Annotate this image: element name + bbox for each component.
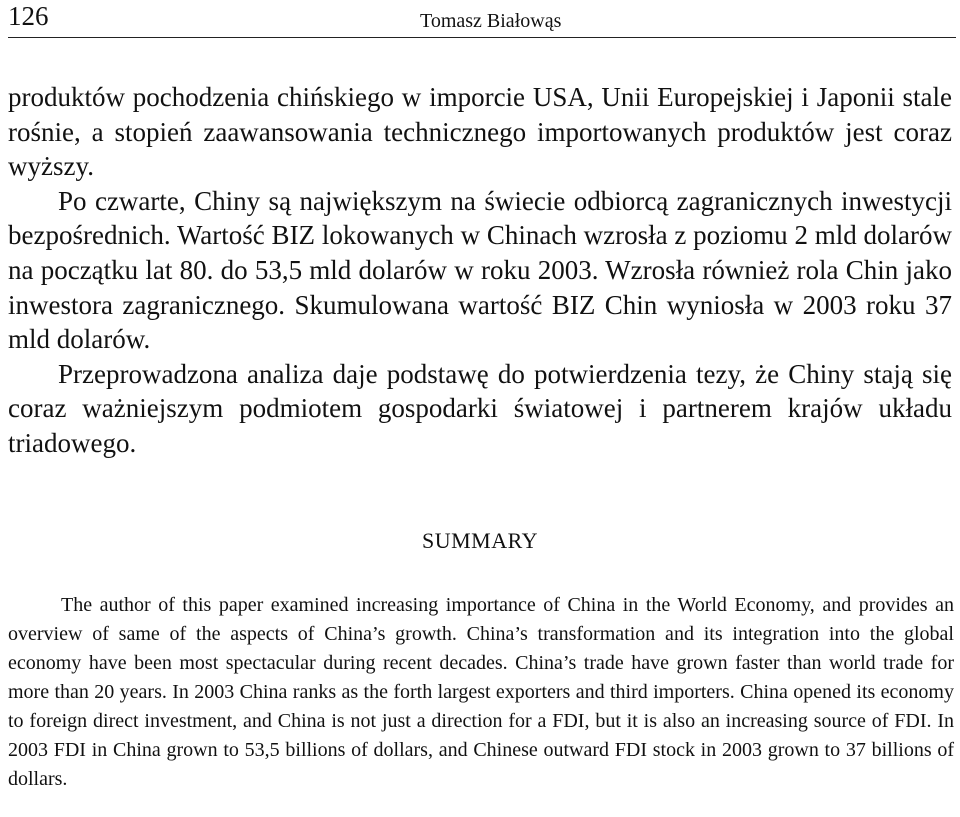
summary-section (8, 591, 954, 794)
summary-paragraph: The author of this paper examined increasing importance of China in the World Economy, and provides an overview of same of the aspects of China’s growth. China’s transformation and its integration into the global economy have been most spectacular during recent decades. China’s trade have grown faster than world trade for more than 20 years. In 2003 China ranks as the forth largest exporters and third importers. China opened its economy to foreign direct investment, and China is not just a direction for a FDI, but it is also an increasing source of FDI. In 2003 FDI in China grown to 53,5 billions of dollars, and Chinese outward FDI stock in 2003 grown to 37 billions of dollars. (8, 594, 954, 790)
body-text (8, 80, 952, 461)
running-head-author: Tomasz Białowąs (420, 10, 562, 32)
body-paragraph: Po czwarte, Chiny są największym na świecie odbiorcą zagranicznych inwestycji bezpośrednich. Wartość BIZ lokowanych w Chinach wzrosła z poziomu 2 mld dolarów na początku lat 80. do 53,5 mld dolarów w roku 2003. Wzrosła również rola Chin jako inwestora zagranicznego. Skumulowana wartość BIZ Chin wyniosła w 2003 roku 37 mld dolarów. (8, 185, 952, 355)
page-number: 126 (8, 1, 49, 31)
summary-heading: SUMMARY (422, 528, 538, 553)
body-paragraph-continued: produktów pochodzenia chińskiego w imporcie USA, Unii Europejskiej i Japonii stale rośnie, a stopień zaawansowania technicznego importowanych produktów jest coraz wyższy. (8, 82, 952, 182)
page-header (8, 0, 956, 38)
body-paragraph: Przeprowadzona analiza daje podstawę do potwierdzenia tezy, że Chiny stają się coraz ważniejszym podmiotem gospodarki światowej i partnerem krajów układu triadowego. (8, 358, 952, 458)
